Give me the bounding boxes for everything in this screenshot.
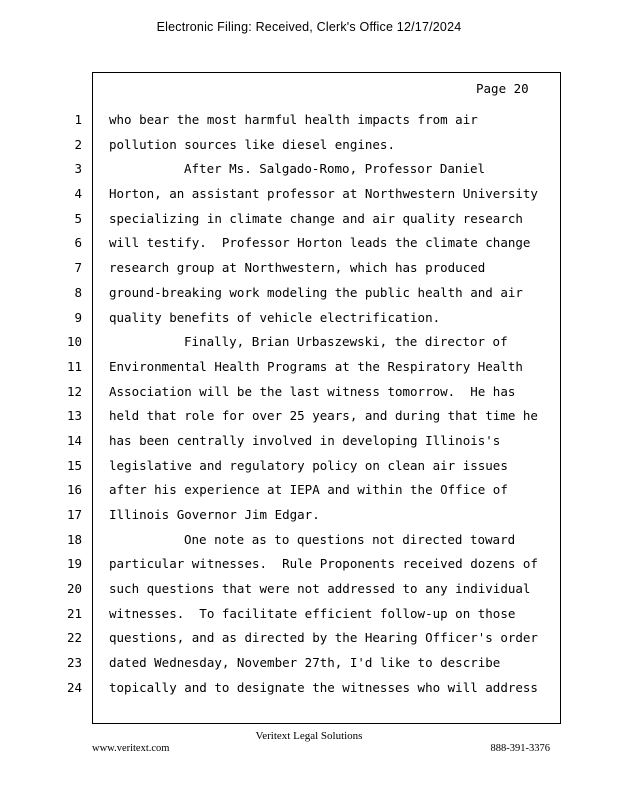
line-number: 10 <box>66 334 82 350</box>
transcript-line: After Ms. Salgado-Romo, Professor Daniel <box>184 161 486 177</box>
transcript-line: quality benefits of vehicle electrification. <box>109 309 441 325</box>
line-number: 1 <box>74 112 82 127</box>
line-number: 19 <box>66 556 82 572</box>
line-number: 17 <box>66 507 82 522</box>
transcript-lines <box>109 108 549 701</box>
transcript-line: Horton, an assistant professor at Northwestern University <box>109 186 538 202</box>
transcript-line: after his experience at IEPA and within the Office of <box>109 482 508 498</box>
transcript-line: has been centrally involved in developing Illinois's <box>109 432 501 448</box>
transcript-line: such questions that were not addressed to any individual <box>109 581 531 597</box>
line-number: 8 <box>74 284 82 300</box>
transcript-line: Environmental Health Programs at the Respiratory Health <box>109 358 523 374</box>
line-number: 23 <box>66 655 82 671</box>
transcript-line: research group at Northwestern, which has produced <box>109 260 486 276</box>
transcript-line: Finally, Brian Urbaszewski, the director of <box>184 334 508 350</box>
transcript-line: specializing in climate change and air quality research <box>109 210 523 226</box>
line-number: 15 <box>66 457 82 473</box>
transcript-line: will testify. Professor Horton leads the climate change <box>109 235 531 251</box>
line-number: 22 <box>66 630 82 646</box>
line-number: 5 <box>74 210 82 226</box>
transcript-line: pollution sources like diesel engines. <box>109 136 395 152</box>
line-number: 2 <box>74 136 82 152</box>
line-number: 24 <box>66 679 82 695</box>
line-number: 4 <box>74 186 82 202</box>
line-number: 16 <box>66 482 82 498</box>
line-number: 14 <box>66 432 82 448</box>
line-number: 7 <box>74 260 82 276</box>
transcript-line: ground-breaking work modeling the public health and air <box>109 284 523 300</box>
footer-phone: 888-391-3376 <box>490 743 550 754</box>
line-number: 3 <box>74 161 82 177</box>
transcript-line: legislative and regulatory policy on clean air issues <box>109 457 508 473</box>
transcript-line: held that role for over 25 years, and during that time he <box>109 408 538 424</box>
transcript-line: Illinois Governor Jim Edgar. <box>109 507 320 522</box>
footer-company: Veritext Legal Solutions <box>255 730 363 742</box>
transcript-line: who bear the most harmful health impacts from air <box>109 112 478 127</box>
transcript-line: One note as to questions not directed toward <box>184 531 516 547</box>
line-number: 12 <box>66 383 82 399</box>
line-number: 6 <box>74 235 82 251</box>
transcript-line: witnesses. To facilitate efficient follow-up on those <box>109 605 516 621</box>
transcript-line: questions, and as directed by the Hearing Officer's order <box>109 630 538 646</box>
line-number: 20 <box>66 581 82 597</box>
filing-header: Electronic Filing: Received, Clerk's Office 12/17/2024 <box>156 20 462 34</box>
line-number: 13 <box>66 408 82 424</box>
line-number-column <box>60 108 82 701</box>
footer-website: www.veritext.com <box>92 743 170 754</box>
page-number: Page 20 <box>476 81 529 96</box>
transcript-line: Association will be the last witness tomorrow. He has <box>109 383 516 399</box>
line-number: 9 <box>74 309 82 325</box>
transcript-line: dated Wednesday, November 27th, I'd like to describe <box>109 655 501 671</box>
line-number: 11 <box>66 358 82 374</box>
line-number: 21 <box>66 605 82 621</box>
transcript-line: particular witnesses. Rule Proponents received dozens of <box>109 556 538 572</box>
line-number: 18 <box>66 531 82 547</box>
transcript-line: topically and to designate the witnesses who will address <box>109 679 538 695</box>
